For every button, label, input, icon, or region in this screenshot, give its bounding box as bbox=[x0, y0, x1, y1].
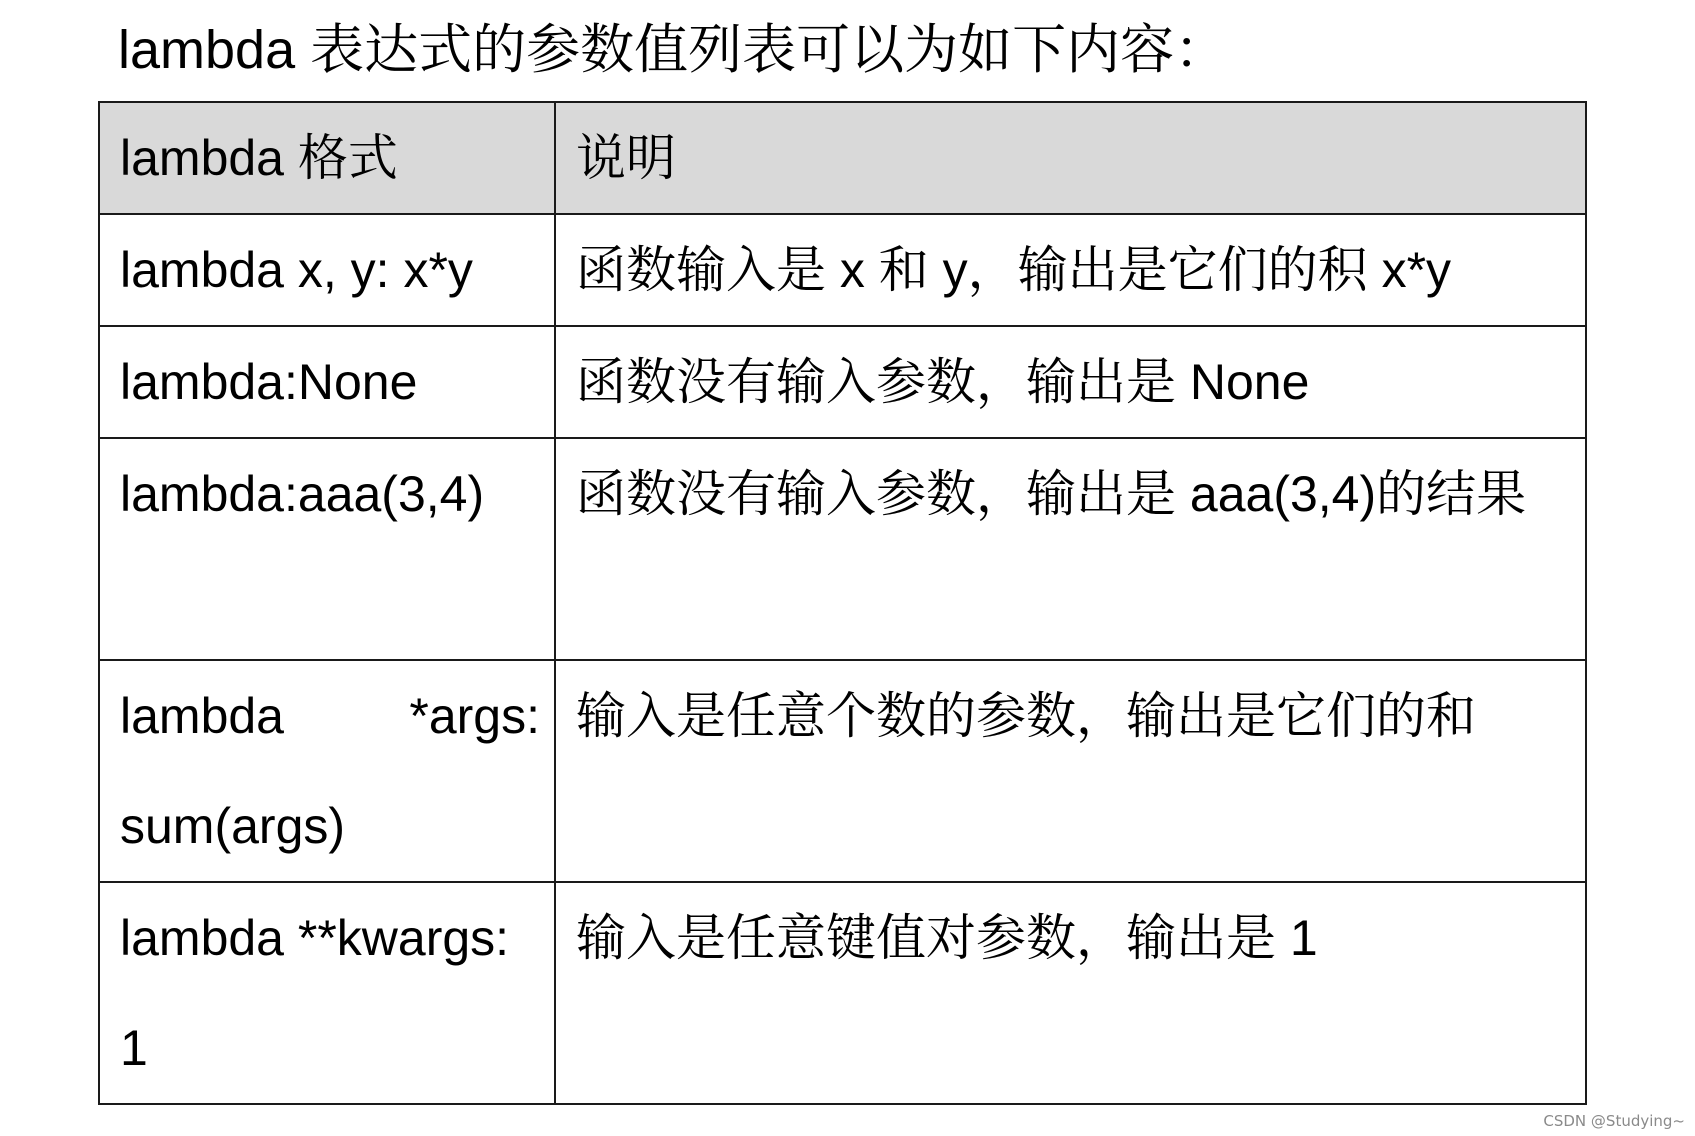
table-row bbox=[99, 214, 1586, 326]
format-cell: lambda:None bbox=[99, 326, 555, 438]
description-cell: 输入是任意键值对参数，输出是 1 bbox=[555, 882, 1586, 1104]
format-cell: lambda *args: sum(args) bbox=[99, 660, 555, 882]
table-row bbox=[99, 660, 1586, 882]
table-header-row bbox=[99, 102, 1586, 214]
table-row bbox=[99, 326, 1586, 438]
description-cell: 函数没有输入参数，输出是 None bbox=[555, 326, 1586, 438]
format-cell: lambda **kwargs: 1 bbox=[99, 882, 555, 1104]
intro-text: lambda 表达式的参数值列表可以为如下内容： bbox=[118, 20, 1229, 80]
table-row bbox=[99, 438, 1586, 660]
format-cell: lambda x, y: x*y bbox=[99, 214, 555, 326]
header-format: lambda 格式 bbox=[99, 102, 555, 214]
watermark: CSDN @Studying~ bbox=[1543, 1112, 1685, 1130]
description-cell: 函数没有输入参数，输出是 aaa(3,4)的结果 bbox=[555, 438, 1586, 660]
table-row bbox=[99, 882, 1586, 1104]
header-description: 说明 bbox=[555, 102, 1586, 214]
description-cell: 函数输入是 x 和 y，输出是它们的积 x*y bbox=[555, 214, 1586, 326]
description-cell: 输入是任意个数的参数，输出是它们的和 bbox=[555, 660, 1586, 882]
lambda-format-table bbox=[98, 101, 1587, 1105]
format-cell: lambda:aaa(3,4) bbox=[99, 438, 555, 660]
